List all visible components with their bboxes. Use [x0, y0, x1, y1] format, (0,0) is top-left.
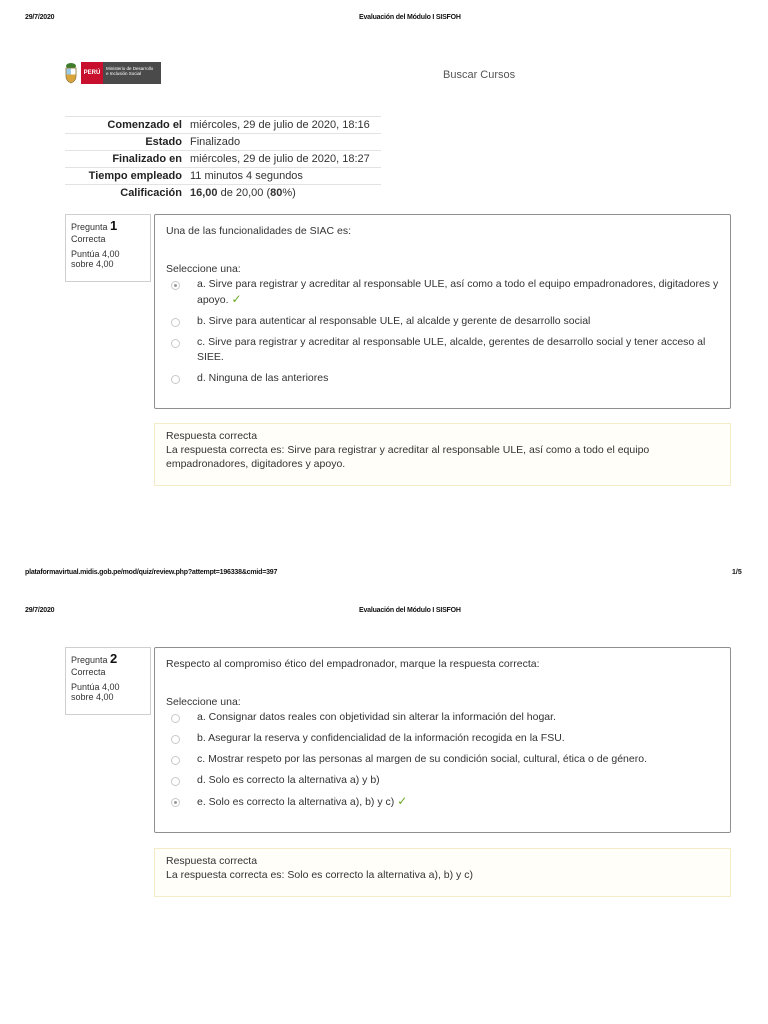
option-label: b. Sirve para autenticar al responsable ULE, al alcalde y gerente de desarrollo social [197, 315, 591, 327]
question-number: 1 [110, 218, 118, 233]
question-2-text: Respecto al compromiso ético del empadronador, marque la respuesta correcta: [166, 658, 540, 670]
feedback-title: Respuesta correcta [166, 855, 258, 867]
question-2-formulation [154, 647, 731, 833]
summary-row-time [65, 168, 381, 185]
check-icon: ✓ [397, 794, 408, 808]
time-label: Tiempo empleado [65, 168, 186, 185]
question-1-grade-2: sobre 4,00 [71, 259, 114, 269]
question-1-text: Una de las funcionalidades de SIAC es: [166, 225, 352, 237]
print-footer-page: 1/5 [732, 569, 742, 576]
radio-icon[interactable] [171, 714, 180, 723]
radio-icon[interactable] [171, 339, 180, 348]
peru-flag-badge: PERÚ [81, 62, 103, 84]
grade-value [186, 185, 381, 202]
radio-icon[interactable] [171, 756, 180, 765]
radio-icon[interactable] [171, 375, 180, 384]
summary-row-finished [65, 151, 381, 168]
print-title: Evaluación del Módulo I SISFOH [359, 14, 461, 21]
summary-row-grade [65, 185, 381, 202]
option-label: c. Mostrar respeto por las personas al margen de su condición social, cultural, ética o de género. [197, 753, 647, 765]
print-title: Evaluación del Módulo I SISFOH [359, 607, 461, 614]
started-value: miércoles, 29 de julio de 2020, 18:16 [186, 117, 381, 134]
question-1-info [65, 214, 151, 282]
question-2-option-b[interactable] [166, 731, 719, 746]
question-1-feedback [154, 423, 731, 486]
question-2-prompt: Seleccione una: [166, 696, 241, 708]
question-1-option-b[interactable] [166, 314, 719, 329]
question-1-prompt: Seleccione una: [166, 263, 241, 275]
question-1-option-d[interactable] [166, 371, 719, 386]
question-2-option-d[interactable] [166, 773, 719, 788]
finished-label: Finalizado en [65, 151, 186, 168]
radio-selected-icon[interactable] [171, 798, 180, 807]
question-2-number [71, 653, 145, 666]
check-icon: ✓ [231, 292, 242, 306]
question-label: Pregunta [71, 222, 108, 232]
ministry-line-2: e Inclusión Social [106, 71, 142, 76]
ministry-line-1: Ministerio de Desarrollo [106, 66, 154, 71]
question-2-grade-1: Puntúa 4,00 [71, 682, 120, 692]
question-2-feedback [154, 848, 731, 897]
print-footer-url: plataformavirtual.midis.gob.pe/mod/quiz/review.php?attempt=196338&cmid=397 [25, 569, 278, 576]
question-1-option-c[interactable] [166, 335, 719, 365]
state-value: Finalizado [186, 134, 381, 151]
radio-icon[interactable] [171, 777, 180, 786]
radio-selected-icon[interactable] [171, 281, 180, 290]
state-label: Estado [65, 134, 186, 151]
question-2-option-a[interactable] [166, 710, 719, 725]
ministry-badge [103, 62, 161, 84]
question-2-grade-2: sobre 4,00 [71, 692, 114, 702]
grade-percent: 80 [270, 187, 283, 200]
question-2-info [65, 647, 151, 715]
question-1-grade-1: Puntúa 4,00 [71, 249, 120, 259]
option-label: b. Asegurar la reserva y confidencialidad de la información recogida en la FSU. [197, 732, 565, 744]
coat-of-arms-icon [63, 62, 79, 84]
question-1-status: Correcta [71, 234, 106, 244]
feedback-text: La respuesta correcta es: Solo es correcto la alternativa a), b) y c) [166, 869, 473, 881]
question-label: Pregunta [71, 655, 108, 665]
started-label: Comenzado el [65, 117, 186, 134]
question-number: 2 [110, 651, 118, 666]
grade-score: 16,00 [190, 187, 218, 200]
attempt-summary-table [65, 116, 381, 202]
time-value: 11 minutos 4 segundos [186, 168, 381, 185]
feedback-title: Respuesta correcta [166, 430, 258, 442]
grade-of: de 20,00 ( [220, 187, 271, 200]
option-label: d. Solo es correcto la alternativa a) y b) [197, 774, 380, 786]
option-label: e. Solo es correcto la alternativa a), b) y c) [197, 796, 395, 808]
feedback-text: La respuesta correcta es: Sirve para registrar y acreditar al responsable ULE, así como a todo el equipo empadronadores, digitadores y apoyo. [166, 444, 650, 470]
print-date: 29/7/2020 [25, 607, 55, 614]
radio-icon[interactable] [171, 318, 180, 327]
question-1-option-a[interactable] [166, 277, 719, 308]
question-2-option-e[interactable] [166, 794, 719, 810]
question-1-formulation [154, 214, 731, 409]
finished-value: miércoles, 29 de julio de 2020, 18:27 [186, 151, 381, 168]
option-label: d. Ninguna de las anteriores [197, 372, 329, 384]
print-date: 29/7/2020 [25, 14, 55, 21]
question-1-number [71, 220, 145, 233]
summary-row-state [65, 134, 381, 151]
radio-icon[interactable] [171, 735, 180, 744]
question-2-status: Correcta [71, 667, 106, 677]
grade-label: Calificación [65, 185, 186, 202]
option-label: a. Consignar datos reales con objetividad sin alterar la información del hogar. [197, 711, 556, 723]
option-label: a. Sirve para registrar y acreditar al responsable ULE, así como a todo el equipo empadronadores, digitadores y apoyo. [197, 278, 719, 306]
search-courses-link[interactable]: Buscar Cursos [443, 69, 516, 81]
option-label: c. Sirve para registrar y acreditar al responsable ULE, alcalde, gerentes de desarrollo social y tener acceso al SIEE. [197, 336, 706, 363]
site-logo[interactable] [63, 61, 161, 85]
summary-row-started [65, 117, 381, 134]
grade-close: %) [282, 187, 296, 200]
question-2-option-c[interactable] [166, 752, 719, 767]
